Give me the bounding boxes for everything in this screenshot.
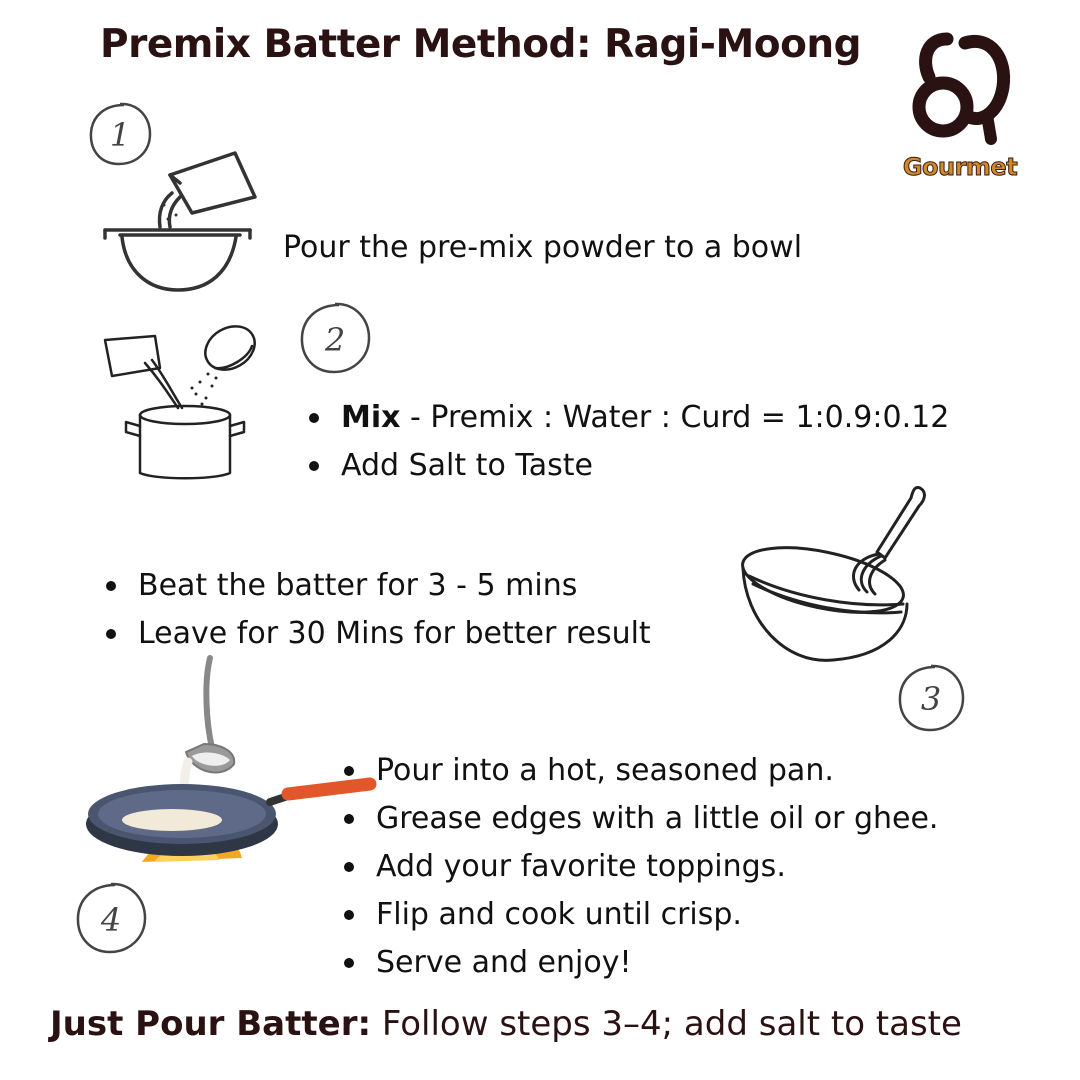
list-item-label: Add Salt to Taste [341,448,593,483]
pouring-box-into-bowl-icon [100,135,260,295]
step-2-list [305,394,949,490]
step-number-3 [895,662,967,734]
list-item [340,891,938,939]
list-item [340,747,938,795]
step-number-3-label: 3 [920,680,942,718]
list-item-label: Beat the batter for 3 - 5 mins [138,568,578,603]
step-4-list [340,747,938,987]
step-number-2 [297,300,373,376]
step-number-2-label: 2 [324,321,346,359]
list-item [102,562,651,610]
list-item [102,610,651,658]
logo-text: Gourmet [902,153,1018,181]
step-number-4 [73,880,149,956]
list-item-label: Grease edges with a little oil or ghee. [376,801,939,836]
list-item [340,939,938,987]
footer-note [50,1004,962,1044]
step-3-list [102,562,651,658]
list-item-label: Leave for 30 Mins for better result [138,616,651,651]
mix-ratio: - Premix : Water : Curd = 1:0.9:0.12 [400,400,950,435]
mix-label: Mix [341,400,401,435]
logo-mark-icon [895,25,1025,155]
list-item [305,394,949,442]
list-item-label: Flip and cook until crisp. [376,897,742,932]
footer-bold: Just Pour Batter: [50,1004,372,1044]
footer-text: Follow steps 3–4; add salt to taste [371,1004,962,1044]
list-item-label: Pour into a hot, seasoned pan. [376,753,834,788]
list-item-label: Add your favorite toppings. [376,849,786,884]
page-title: Premix Batter Method: Ragi-Moong [100,22,862,67]
step-number-4-label: 4 [100,901,122,939]
list-item [340,843,938,891]
pouring-into-pot-icon [100,318,270,488]
gourmet-logo [895,25,1025,190]
ladle-pouring-into-pan-icon [82,652,382,882]
list-item [340,795,938,843]
whisk-in-bowl-icon [735,480,935,670]
list-item-label: Serve and enjoy! [376,945,632,980]
step-1-text: Pour the pre-mix powder to a bowl [283,230,803,265]
step-number-1-label: 1 [109,116,131,154]
